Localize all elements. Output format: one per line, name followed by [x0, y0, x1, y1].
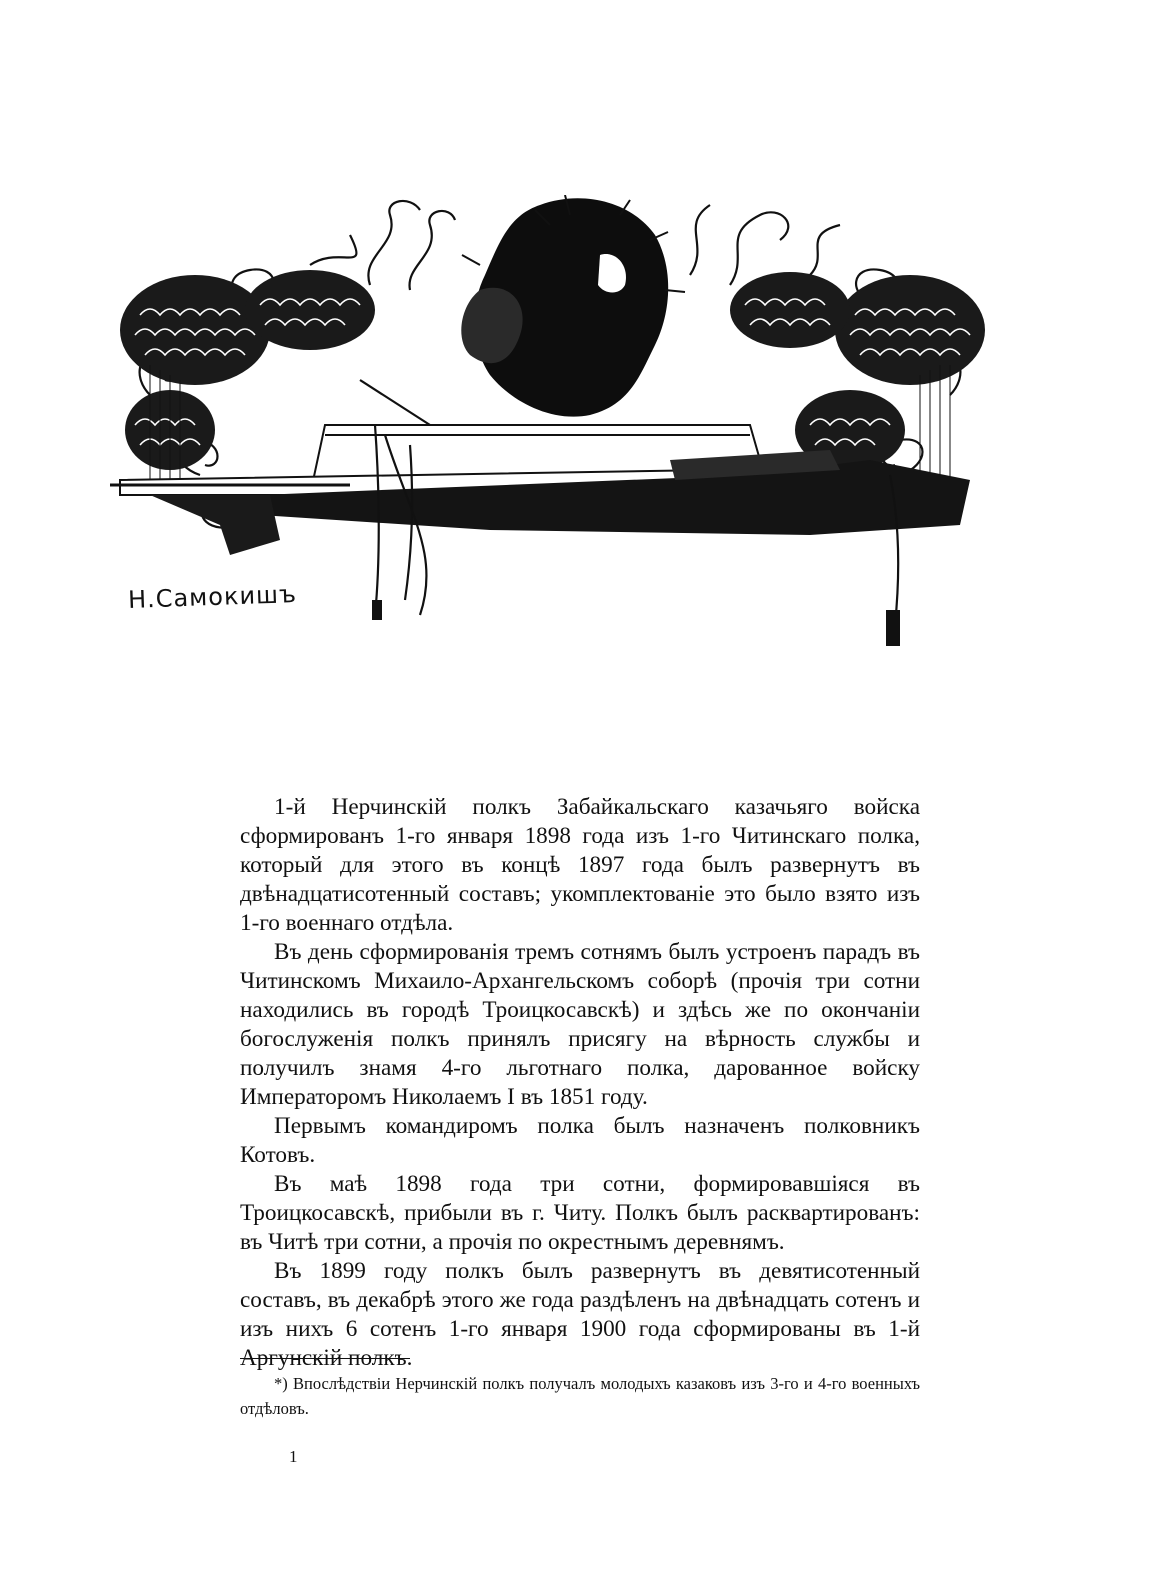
artist-signature: Н.Самокишъ	[127, 580, 298, 614]
scale-cloud-left	[120, 270, 375, 470]
page-number: 1	[289, 1447, 298, 1466]
paragraph: Въ маѣ 1898 года три сотни, формировавшіяся въ Троицкосавскѣ, прибыли въ г. Читу. Полкъ былъ расквартированъ: въ Читѣ три сотни, а прочія по окрестнымъ деревнямъ.	[240, 1171, 920, 1255]
rifles	[110, 450, 970, 555]
paragraph: Въ 1899 году полкъ былъ развернутъ въ девятисотенный составъ, въ декабрѣ этого же года раздѣленъ на двѣнадцать сотенъ и изъ нихъ 6 сотенъ 1-го января 1900 года сформированы въ 1-й Аргунскій полкъ.	[240, 1258, 920, 1371]
footnote-text: *) Впослѣдствіи Нерчинскій полкъ получалъ молодыхъ казаковъ изъ 3-го и 4-го военныхъ отдѣловъ.	[240, 1374, 920, 1418]
paragraph: Первымъ командиромъ полка былъ назначенъ полковникъ Котовъ.	[240, 1113, 920, 1168]
footnote-divider	[240, 1358, 410, 1359]
paragraph: Въ день сформированія тремъ сотнямъ былъ устроенъ парадъ въ Читинскомъ Михаило-Архангельскомъ соборѣ (прочія три сотни находились въ городѣ Троицкосавскѣ) и здѣсь же по окончаніи богослуженія полкъ принялъ присягу на вѣрность службы и получилъ знамя 4-го льготнаго полка, дарованное войску Императоромъ Николаемъ I въ 1851 году.	[240, 939, 920, 1110]
head-figure	[461, 195, 685, 417]
paragraph: 1-й Нерчинскій полкъ Забайкальскаго казачьяго войска сформированъ 1-го января 1898 года изъ 1-го Читинскаго полка, который для этого въ концѣ 1897 года былъ развернутъ въ двѣнадцатисотенный составъ; укомплектованіе это было взято изъ 1-го военнаго отдѣла.	[240, 794, 920, 936]
article-body	[240, 793, 920, 1373]
footnote	[240, 1371, 920, 1421]
scale-cloud-right	[730, 272, 985, 470]
